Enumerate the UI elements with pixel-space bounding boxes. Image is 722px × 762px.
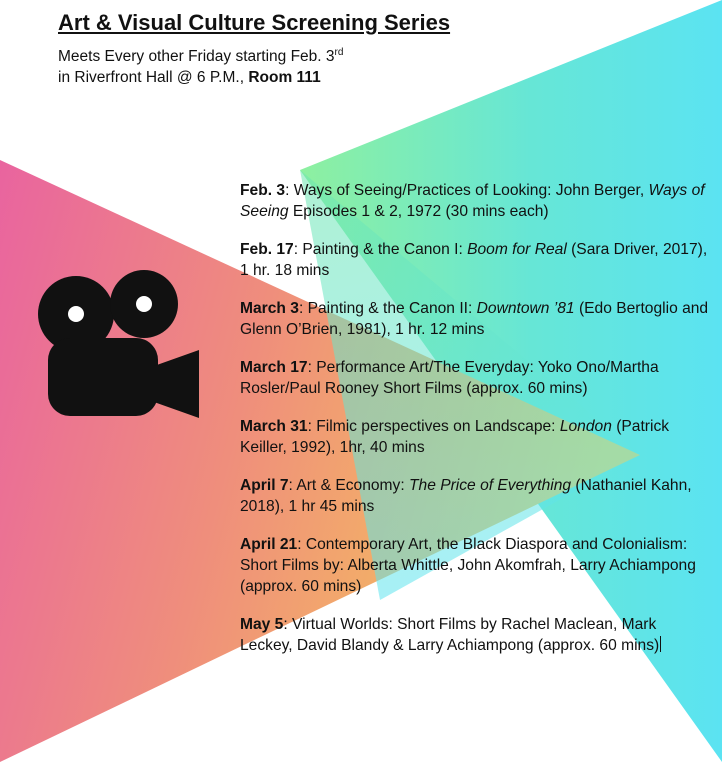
screening-item: [240, 357, 710, 399]
screening-text: (Edo Bertoglio and Glenn O’Brien, 1981), 1 hr. 12 mins: [240, 300, 709, 338]
screening-text: (Patrick Keiller, 1992), 1hr, 40 mins: [240, 418, 670, 456]
screening-date: Feb. 3: [240, 182, 286, 199]
page-title: Art & Visual Culture Screening Series: [58, 10, 451, 35]
screening-text: : Painting & the Canon I:: [293, 241, 468, 258]
screening-date: March 17: [240, 359, 308, 376]
screening-date: March 31: [240, 418, 308, 435]
film-title: Ways of Seeing: [240, 182, 705, 220]
screening-text: : Filmic perspectives on Landscape:: [307, 418, 560, 435]
ordinal-suffix: rd: [334, 47, 344, 58]
screening-text: (Sara Driver, 2017), 1 hr. 18 mins: [240, 241, 708, 279]
screening-date: April 7: [240, 477, 289, 494]
schedule-text: Meets Every other Friday starting Feb. 3: [58, 48, 335, 66]
screening-item: [240, 180, 710, 222]
movie-camera-icon: [34, 268, 219, 448]
screening-text: : Painting & the Canon II:: [298, 300, 477, 317]
screening-date: May 5: [240, 616, 284, 633]
film-title: The Price of Everything: [409, 477, 572, 494]
location-line: [58, 67, 450, 88]
screening-text: : Performance Art/The Everyday: Yoko Ono/Martha Rosler/Paul Rooney Short Films (approx. 60 mins): [240, 359, 659, 397]
screening-item: [240, 614, 710, 656]
screening-item: [240, 298, 710, 340]
screening-text: : Art & Economy:: [288, 477, 409, 494]
location-text: in Riverfront Hall @ 6 P.M.,: [58, 69, 249, 87]
film-title: London: [559, 418, 612, 435]
screening-list: [240, 180, 710, 673]
screening-text: : Ways of Seeing/Practices of Looking: John Berger,: [285, 182, 649, 199]
schedule-line: [58, 42, 450, 67]
screening-date: March 3: [240, 300, 299, 317]
screening-date: April 21: [240, 536, 298, 553]
screening-text: : Contemporary Art, the Black Diaspora and Colonialism: Short Films by: Alberta Whittle, John Akomfrah, Larry Achiampong (approx. 60 mins): [240, 536, 696, 595]
screening-text: : Virtual Worlds: Short Films by Rachel Maclean, Mark Leckey, David Blandy & Larry Achiampong (approx. 60 mins): [240, 616, 660, 654]
screening-text: (Nathaniel Kahn, 2018), 1 hr 45 mins: [240, 477, 692, 515]
film-title: Boom for Real: [467, 241, 567, 258]
screening-item: [240, 239, 710, 281]
text-cursor: [660, 636, 661, 652]
room-number: Room 111: [248, 69, 321, 87]
header: [58, 10, 450, 88]
film-title: Downtown ’81: [476, 300, 575, 317]
screening-text: Episodes 1 & 2, 1972 (30 mins each): [288, 203, 549, 220]
screening-item: [240, 475, 710, 517]
screening-item: [240, 416, 710, 458]
screening-item: [240, 534, 710, 597]
screening-date: Feb. 17: [240, 241, 294, 258]
